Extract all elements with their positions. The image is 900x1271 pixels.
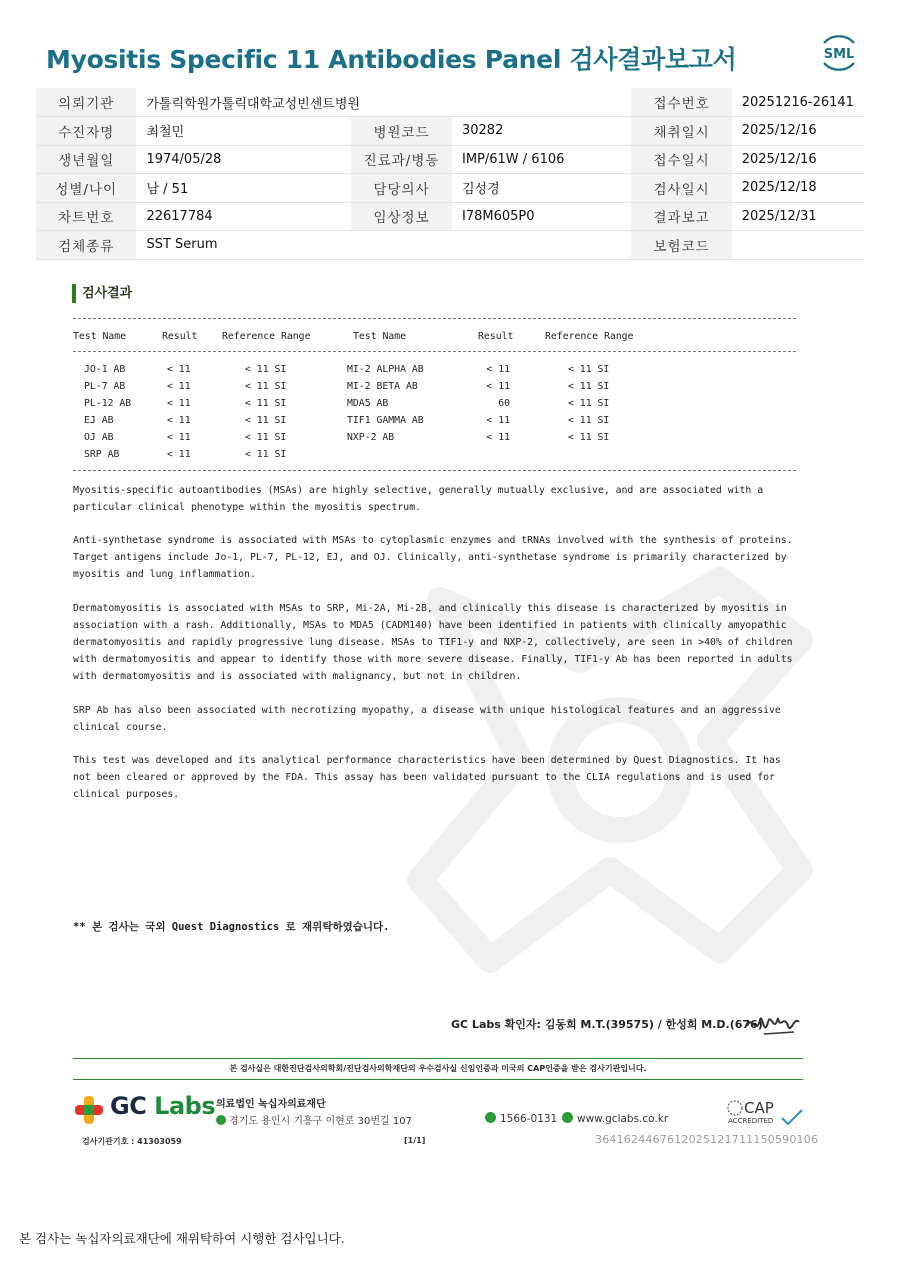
info-value: 20251216-26141 xyxy=(732,88,864,117)
result-name: PL-7 AB xyxy=(84,381,126,392)
results-column-header: Reference Range xyxy=(545,331,634,342)
result-ref: < 11 SI xyxy=(245,398,287,409)
info-value: 2025/12/16 xyxy=(732,145,864,174)
result-result: 60 xyxy=(498,398,510,409)
info-label: 보험코드 xyxy=(631,231,731,260)
info-value: 30282 xyxy=(452,117,631,146)
results-column-header: Result xyxy=(162,331,198,342)
result-result: < 11 xyxy=(486,432,510,443)
organization-name: 의료법인 녹십자의료재단 xyxy=(216,1099,326,1110)
info-label: 생년월일 xyxy=(36,145,136,174)
result-ref: < 11 SI xyxy=(245,415,287,426)
comment-paragraph: Dermatomyositis is associated with MSAs to SRP, Mi-2A, Mi-2B, and clinically this disease is characterized by myositis in association with a rash. Additionally, MSAs to MDA5 (CADM140) have been identified in patients with clinically amyopathic dermatomyositis and rapidly progressive lung disease. MSAs to TIF1-y and NXP-2, collectively, are seen in >40% of children with dermatomyositis and appear to identify those with more severe disease. Finally, TIF1-y Ab has been reported in adults with dermatomyositis and is associated with malignancy, but not in children. xyxy=(73,603,793,682)
results-column-header: Reference Range xyxy=(222,331,311,342)
gc-labs-logo-text: GC Labs xyxy=(110,1092,216,1120)
signature-icon xyxy=(744,1008,802,1040)
result-result: < 11 xyxy=(167,364,191,375)
info-row xyxy=(36,174,864,203)
result-result: < 11 xyxy=(167,381,191,392)
result-ref: < 11 SI xyxy=(568,398,610,409)
result-result: < 11 xyxy=(167,415,191,426)
info-label: 검체종류 xyxy=(36,231,136,260)
results-column-header: Test Name xyxy=(353,331,407,342)
cap-accredited-logo-icon xyxy=(726,1096,804,1128)
footer-divider xyxy=(73,1058,803,1059)
phone-icon xyxy=(485,1112,496,1123)
info-value: 2025/12/31 xyxy=(732,202,864,231)
info-label: 접수일시 xyxy=(631,145,731,174)
result-result: < 11 xyxy=(167,449,191,460)
result-result: < 11 xyxy=(486,381,510,392)
info-label: 병원코드 xyxy=(351,117,452,146)
result-result: < 11 xyxy=(167,432,191,443)
website: www.gclabs.co.kr xyxy=(562,1112,668,1125)
info-label: 수진자명 xyxy=(36,117,136,146)
info-label: 담당의사 xyxy=(351,174,452,203)
result-name: SRP AB xyxy=(84,449,120,460)
gc-labs-cross-icon xyxy=(73,1094,105,1126)
info-label: 진료과/병동 xyxy=(351,145,452,174)
footer-divider xyxy=(73,1079,803,1080)
institution-code: 검사기관기호 : 41303059 xyxy=(82,1137,182,1146)
info-label: 결과보고 xyxy=(631,202,731,231)
info-value: 2025/12/16 xyxy=(732,117,864,146)
result-name: EJ AB xyxy=(84,415,114,426)
result-name: MDA5 AB xyxy=(347,398,389,409)
report-title: Myositis Specific 11 Antibodies Panel 검사결과보고서 xyxy=(46,45,737,74)
info-label: 성별/나이 xyxy=(36,174,136,203)
accreditation-text: 본 검사실은 대한진단검사의학회/진단검사의학재단의 우수검사실 신임인증과 미국의 CAP인증을 받은 검사기관입니다. xyxy=(229,1064,647,1073)
info-row xyxy=(36,145,864,174)
info-label xyxy=(351,231,452,260)
patient-info-table xyxy=(36,88,864,260)
result-ref: < 11 SI xyxy=(568,415,610,426)
comment-paragraph: Anti-synthetase syndrome is associated with MSAs to cytoplasmic enzymes and tRNAs involved with the synthesis of proteins. Target antigens include Jo-1, PL-7, PL-12, EJ, and OJ. Clinically, anti-synthetase syndrome is primarily characterized by myositis and lung inflammation. xyxy=(73,535,793,580)
result-name: OJ AB xyxy=(84,432,114,443)
comment-paragraph: Myositis-specific autoantibodies (MSAs) are highly selective, generally mutually exclusive, and are associated with a particular clinical phenotype within the myositis spectrum. xyxy=(73,485,764,513)
info-label: 채취일시 xyxy=(631,117,731,146)
result-ref: < 11 SI xyxy=(245,432,287,443)
sml-logo-text: SML xyxy=(823,47,855,62)
result-name: NXP-2 AB xyxy=(347,432,395,443)
organization-address: 경기도 용인시 기흥구 이현로 30번길 107 xyxy=(216,1112,412,1127)
result-name: JO-1 AB xyxy=(84,364,126,375)
result-ref: < 11 SI xyxy=(568,364,610,375)
referral-note: ** 본 검사는 국외 Quest Diagnostics 로 재위탁하였습니다. xyxy=(73,921,390,933)
info-value: IMP/61W / 6106 xyxy=(452,145,631,174)
svg-text:CAP: CAP xyxy=(744,1099,774,1117)
comment-paragraph: SRP Ab has also been associated with necrotizing myopathy, a disease with unique histological features and an aggressive clinical course. xyxy=(73,705,781,733)
result-ref: < 11 SI xyxy=(245,449,287,460)
info-row xyxy=(36,88,864,117)
divider xyxy=(73,351,796,352)
info-row xyxy=(36,231,864,260)
info-value: 가톨릭학원가톨릭대학교성빈센트병원 xyxy=(136,88,631,117)
phone-number: 1566-0131 xyxy=(485,1112,557,1125)
comment-paragraph: This test was developed and its analytical performance characteristics have been determined by Quest Diagnostics. It has not been cleared or approved by the FDA. This assay has been validated pursuant to the CLIA regulations and is used for clinical purposes. xyxy=(73,755,781,800)
page-number: [1/1] xyxy=(404,1136,426,1145)
result-ref: < 11 SI xyxy=(568,432,610,443)
confirmer-line: GC Labs 확인자: 김동희 M.T.(39575) / 한성희 M.D.(676) xyxy=(451,1018,763,1031)
sml-logo-icon xyxy=(816,30,862,76)
info-value xyxy=(732,231,864,260)
info-row xyxy=(36,202,864,231)
result-name: TIF1 GAMMA AB xyxy=(347,415,424,426)
result-ref: < 11 SI xyxy=(568,381,610,392)
info-value: 김성경 xyxy=(452,174,631,203)
info-label: 접수번호 xyxy=(631,88,731,117)
info-label: 차트번호 xyxy=(36,202,136,231)
results-column-header: Test Name xyxy=(73,331,127,342)
results-column-header: Result xyxy=(478,331,514,342)
home-icon xyxy=(562,1112,573,1123)
divider xyxy=(73,470,796,471)
info-value xyxy=(452,231,631,260)
results-section-title: 검사결과 xyxy=(72,284,132,303)
result-name: MI-2 BETA AB xyxy=(347,381,418,392)
location-pin-icon xyxy=(216,1115,226,1125)
result-result: < 11 xyxy=(486,364,510,375)
info-value: I78M605P0 xyxy=(452,202,631,231)
info-label: 의뢰기관 xyxy=(36,88,136,117)
info-value: SST Serum xyxy=(136,231,351,260)
result-ref: < 11 SI xyxy=(245,364,287,375)
info-value: 남 / 51 xyxy=(136,174,351,203)
info-label: 검사일시 xyxy=(631,174,731,203)
info-row xyxy=(36,117,864,146)
info-label: 임상정보 xyxy=(351,202,452,231)
svg-text:ACCREDITED: ACCREDITED xyxy=(728,1117,774,1125)
divider xyxy=(73,318,796,319)
result-ref: < 11 SI xyxy=(245,381,287,392)
barcode-number: 364162446761202512171115059010​6 xyxy=(595,1133,819,1146)
info-value: 2025/12/18 xyxy=(732,174,864,203)
bottom-note: 본 검사는 녹십자의료재단에 재위탁하여 시행한 검사입니다. xyxy=(19,1231,345,1246)
result-name: PL-12 AB xyxy=(84,398,132,409)
info-value: 1974/05/28 xyxy=(136,145,351,174)
result-result: < 11 xyxy=(486,415,510,426)
info-value: 최철민 xyxy=(136,117,351,146)
info-value: 22617784 xyxy=(136,202,351,231)
result-name: MI-2 ALPHA AB xyxy=(347,364,424,375)
result-result: < 11 xyxy=(167,398,191,409)
